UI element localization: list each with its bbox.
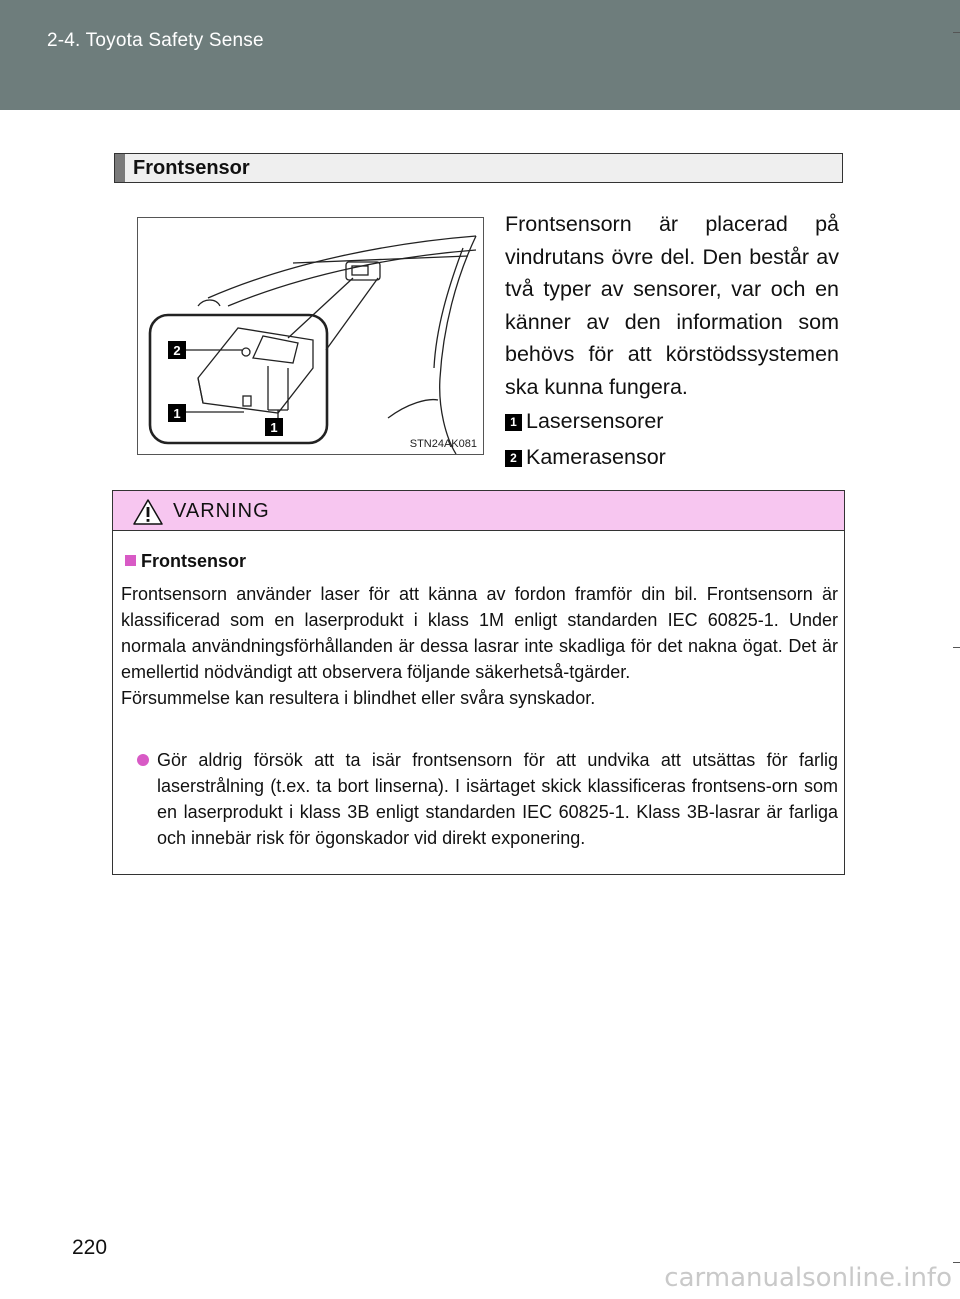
- warning-bullet: [157, 747, 838, 851]
- warning-paragraph-1: Frontsensorn använder laser för att känna av fordon framför din bil. Frontsensorn är klassificerad som en laserprodukt i klass 1M enligt standarden IEC 60825-1. Under normala användningsförhållanden är dessa lasrar inte skadliga för det nakna ögat. Det är emellertid nödvändigt att observera följande säkerhetså-tgärder.: [121, 584, 838, 682]
- crop-mark: [953, 32, 960, 33]
- legend-label: Lasersensorer: [526, 409, 664, 433]
- warning-bullet-text: Gör aldrig försök att ta isär frontsensorn för att undvika att utsättas för farlig laserstrålning (t.ex. ta bort linserna). I isärtaget skick klassificeras frontsens-orn som en laserprodukt i klass 3B enligt standarden IEC 60825-1. Klass 3B-lasrar är farliga och innebär risk för ögonskador vid direkt exponering.: [157, 750, 838, 848]
- warning-paragraph-2: Försummelse kan resultera i blindhet eller svåra synskador.: [121, 688, 596, 708]
- crop-mark: [953, 647, 960, 648]
- callout-1-label: 1: [173, 406, 181, 421]
- crop-mark: [953, 1262, 960, 1263]
- sensor-illustration: [137, 217, 484, 455]
- warning-title: VARNING: [173, 500, 270, 522]
- warning-subheading-text: Frontsensor: [141, 551, 247, 571]
- legend-label: Kamerasensor: [526, 445, 666, 469]
- heading-bar: [115, 154, 125, 182]
- sensor-description: Frontsensorn är placerad på vindrutans övre del. Den består av två typer av sensorer, var och en känner av den information som behövs för att körstödssystemen ska kunna fungera.: [505, 212, 839, 399]
- warning-triangle-icon: [133, 499, 163, 525]
- callout-1b-label: 1: [270, 420, 278, 435]
- legend-number: 2: [505, 450, 522, 467]
- warning-paragraph: [121, 581, 838, 711]
- callout-2-label: 2: [173, 343, 181, 358]
- circle-bullet-icon: [137, 754, 149, 766]
- page-number: 220: [72, 1236, 108, 1259]
- figure-code: STN24AK081: [409, 438, 477, 450]
- section-heading-label: Frontsensor: [133, 157, 250, 179]
- square-bullet-icon: [125, 555, 136, 566]
- section-heading: [114, 153, 843, 183]
- legend-number: 1: [505, 414, 522, 431]
- legend-item-camera: [505, 445, 666, 470]
- page-header: [0, 0, 960, 110]
- legend-item-laser: [505, 409, 663, 434]
- windshield-drawing: [138, 218, 483, 454]
- chapter-title: 2-4. Toyota Safety Sense: [47, 30, 264, 51]
- warning-header: [113, 491, 844, 531]
- warning-box: [112, 490, 845, 875]
- warning-subheading: [125, 551, 246, 572]
- watermark: carmanualsonline.info: [664, 1263, 952, 1293]
